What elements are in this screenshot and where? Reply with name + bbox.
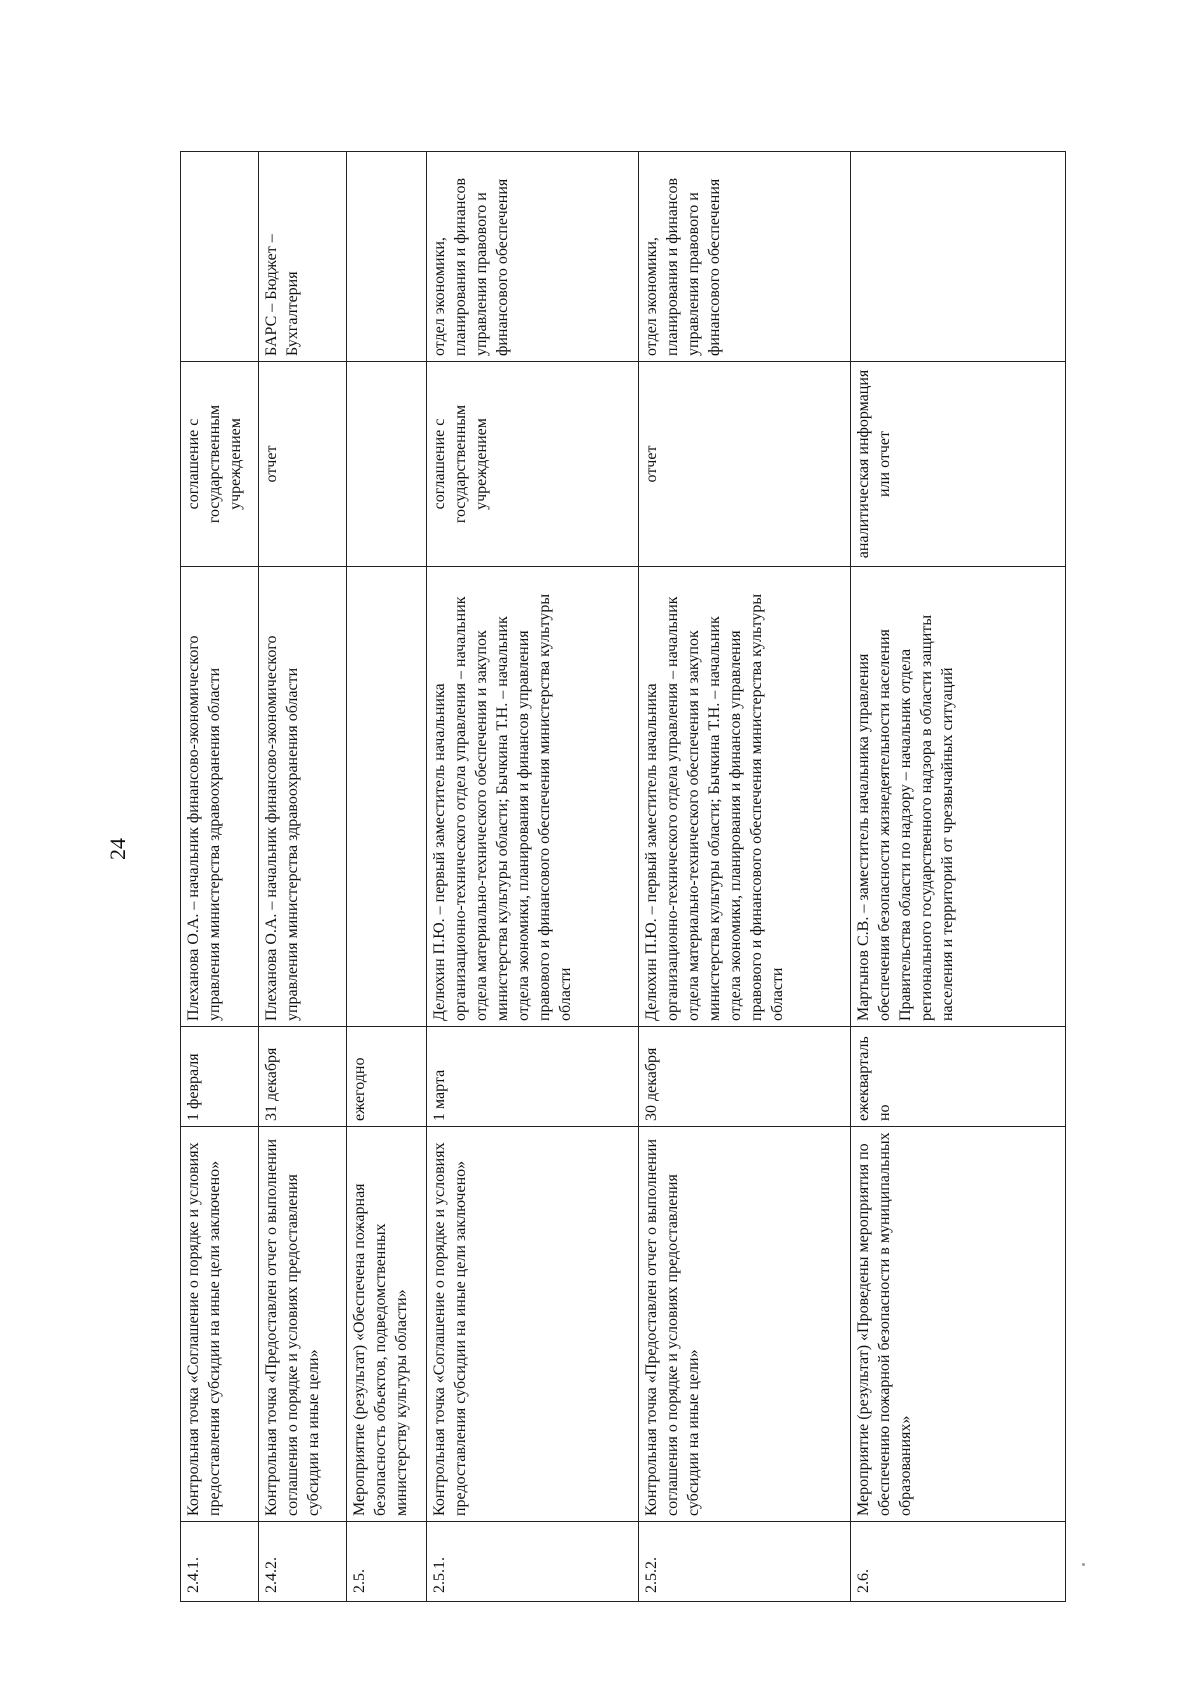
event-cell: Контрольная точка «Соглашение о порядке и условиях предоставления субсидии на иные цели заключено» — [181, 1127, 259, 1522]
result-cell: отчет — [259, 362, 347, 567]
date-cell: 1 февраля — [181, 1027, 259, 1127]
plan-table — [180, 151, 1066, 1602]
event-cell: Контрольная точка «Предоставлен отчет о выполнении соглашения о порядке и условиях предоставления субсидии на иные цели» — [639, 1127, 851, 1522]
row-number: 2.4.2. — [259, 1522, 347, 1602]
system-cell: отдел экономики, планирования и финансов управления правового и финансового обеспечения — [639, 152, 851, 362]
rotated-table-container — [180, 152, 1065, 1602]
system-cell — [181, 152, 259, 362]
row-number: 2.5.1. — [427, 1522, 639, 1602]
responsible-cell: Плеханова О.А. – начальник финансово-экономического управления министерства здравоохранения области — [181, 567, 259, 1027]
row-number: 2.6. — [851, 1522, 1066, 1602]
event-cell: Контрольная точка «Соглашение о порядке и условиях предоставления субсидии на иные цели заключено» — [427, 1127, 639, 1522]
row-number: 2.5. — [347, 1522, 427, 1602]
scan-speck — [1082, 1563, 1085, 1566]
system-cell: отдел экономики, планирования и финансов управления правового и финансового обеспечения — [427, 152, 639, 362]
responsible-cell: Плеханова О.А. – начальник финансово-экономического управления министерства здравоохранения области — [259, 567, 347, 1027]
system-cell — [347, 152, 427, 362]
date-cell: 1 марта — [427, 1027, 639, 1127]
result-cell: соглашение с государственным учреждением — [181, 362, 259, 567]
date-cell: 30 декабря — [639, 1027, 851, 1127]
table-row — [347, 152, 427, 1602]
responsible-cell — [347, 567, 427, 1027]
table-row — [259, 152, 347, 1602]
table-row — [427, 152, 639, 1602]
result-cell: аналитическая информация или отчет — [851, 362, 1066, 567]
responsible-cell: Делюхин П.Ю. – первый заместитель начальника организационно-технического отдела управления – начальник отдела материально-технического обеспечения и закупок министерства культуры области; Бычкина Т.Н. – начальник отдела экономики, планирования и финансов управления правового и финансового обеспечения министерства культуры области — [427, 567, 639, 1027]
result-cell: соглашение с государственным учреждением — [427, 362, 639, 567]
page-number: 24 — [105, 838, 130, 860]
event-cell: Контрольная точка «Предоставлен отчет о выполнении соглашения о порядке и условиях предоставления субсидии на иные цели» — [259, 1127, 347, 1522]
table-row — [851, 152, 1066, 1602]
event-cell: Мероприятие (результат) «Проведены мероприятия по обеспечению пожарной безопасности в муниципальных образованиях» — [851, 1127, 1066, 1522]
table-row — [181, 152, 259, 1602]
row-number: 2.4.1. — [181, 1522, 259, 1602]
result-cell — [347, 362, 427, 567]
system-cell: БАРС – Бюджет – Бухгалтерия — [259, 152, 347, 362]
responsible-cell: Делюхин П.Ю. – первый заместитель начальника организационно-технического отдела управления – начальник отдела материально-технического обеспечения и закупок министерства культуры области; Бычкина Т.Н. – начальник отдела экономики, планирования и финансов управления правового и финансового обеспечения министерства культуры области — [639, 567, 851, 1027]
table-row — [639, 152, 851, 1602]
event-cell: Мероприятие (результат) «Обеспечена пожарная безопасность объектов, подведомственных министерству культуры области» — [347, 1127, 427, 1522]
system-cell — [851, 152, 1066, 362]
row-number: 2.5.2. — [639, 1522, 851, 1602]
date-cell: ежеквартально — [851, 1027, 1066, 1127]
result-cell: отчет — [639, 362, 851, 567]
responsible-cell: Мартынов С.В. – заместитель начальника управления обеспечения безопасности жизнедеятельности населения Правительства области по надзору – начальник отдела регионального государственного надзора в области защиты населения и территорий от чрезвычайных ситуаций — [851, 567, 1066, 1027]
date-cell: ежегодно — [347, 1027, 427, 1127]
date-cell: 31 декабря — [259, 1027, 347, 1127]
